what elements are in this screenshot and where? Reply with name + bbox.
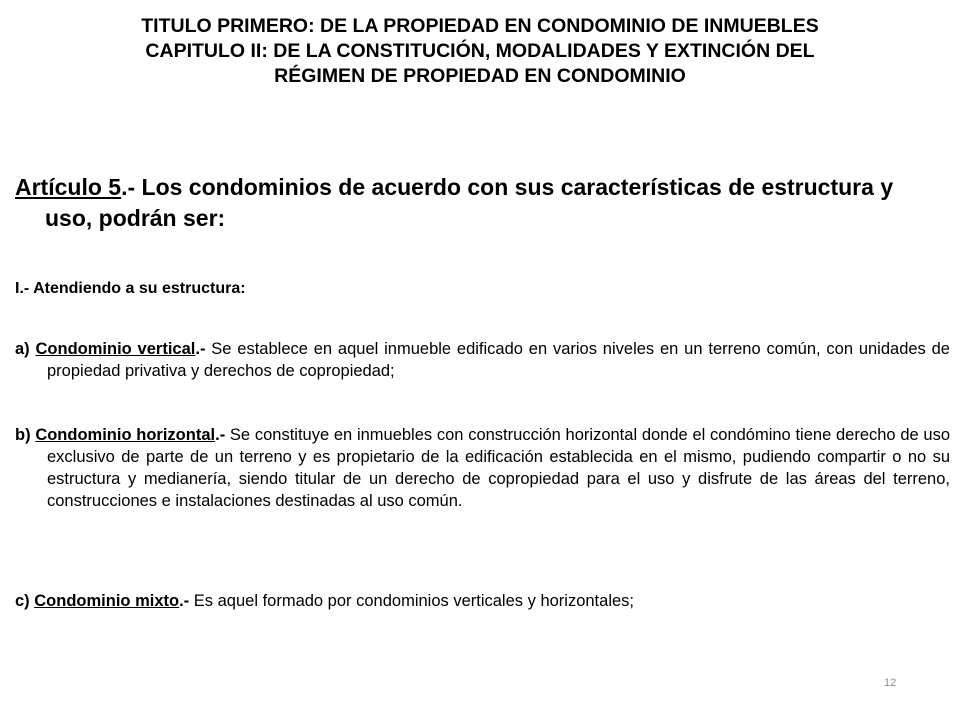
title-line-3: RÉGIMEN DE PROPIEDAD EN CONDOMINIO bbox=[274, 65, 686, 87]
item-prefix: b) bbox=[15, 426, 36, 444]
list-item-mixed bbox=[15, 590, 950, 612]
page-title bbox=[40, 14, 920, 89]
item-term: Condominio horizontal bbox=[35, 426, 216, 444]
item-term: Condominio vertical bbox=[35, 340, 196, 358]
item-separator: .- bbox=[195, 340, 206, 358]
item-text: Se constituye en inmuebles con construcción horizontal donde el condómino tiene derecho de uso exclusivo de parte de un terreno y es propietario de la edificación establecida en el mismo, pudiendo compartir o no su estructura y medianería, siendo titular de un derecho de copropiedad para el uso y disfrute de las áreas del terreno, construcciones e instalaciones destinadas al uso común. bbox=[47, 426, 951, 510]
item-term: Condominio mixto bbox=[34, 592, 180, 610]
title-line-1: TITULO PRIMERO: DE LA PROPIEDAD EN CONDOMINIO DE INMUEBLES bbox=[141, 15, 819, 37]
section-label: I.- Atendiendo a su estructura: bbox=[15, 280, 246, 297]
item-prefix: c) bbox=[15, 592, 35, 610]
item-separator: .- bbox=[179, 592, 190, 610]
title-line-2: CAPITULO II: DE LA CONSTITUCIÓN, MODALIDADES Y EXTINCIÓN DEL bbox=[145, 40, 815, 62]
item-prefix: a) bbox=[15, 340, 36, 358]
page-number: 12 bbox=[884, 677, 897, 689]
article-number: Artículo 5 bbox=[15, 174, 122, 200]
list-item-vertical bbox=[15, 338, 950, 382]
item-text: Es aquel formado por condominios verticales y horizontales; bbox=[189, 592, 634, 610]
item-separator: .- bbox=[215, 426, 226, 444]
article-heading bbox=[15, 172, 945, 234]
article-text: .- Los condominios de acuerdo con sus características de estructura y uso, podrán ser: bbox=[45, 174, 894, 231]
list-item-horizontal bbox=[15, 424, 950, 512]
item-text: Se establece en aquel inmueble edificado en varios niveles en un terreno común, con unidades de propiedad privativa y derechos de copropiedad; bbox=[47, 340, 950, 380]
